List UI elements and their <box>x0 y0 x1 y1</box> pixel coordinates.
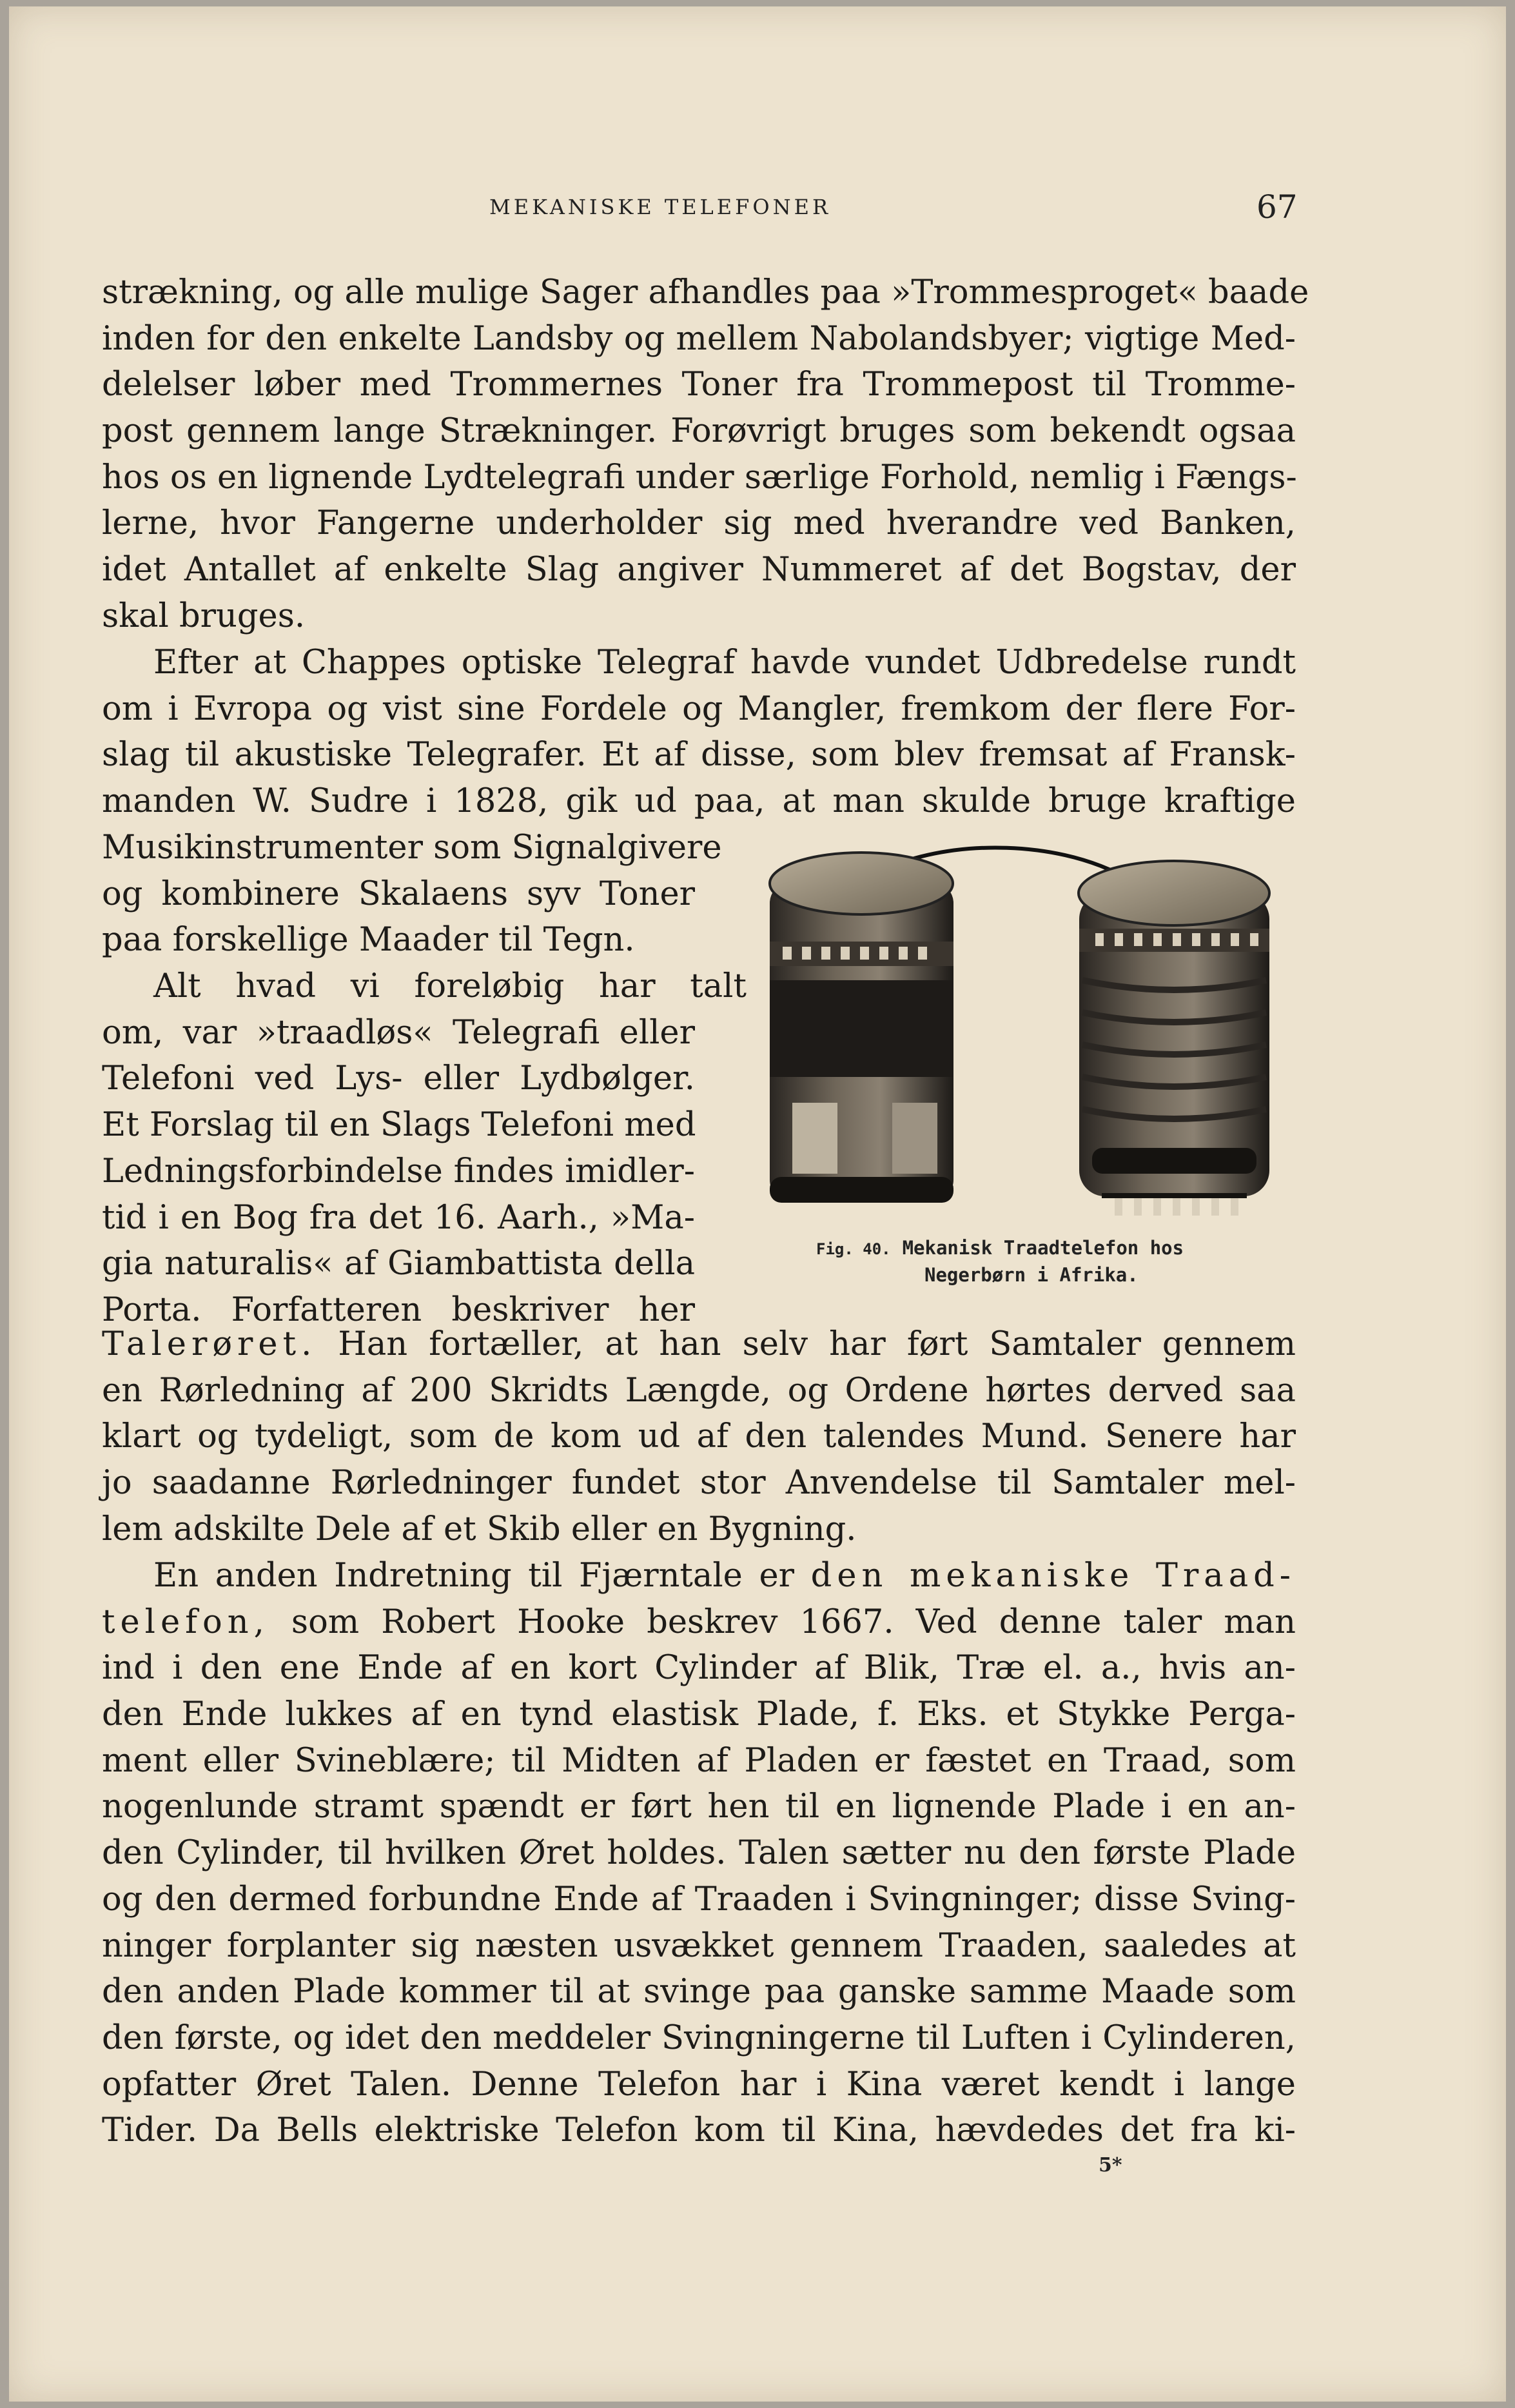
figure-caption-line-1: Mekanisk Traadtelefon hos <box>902 1237 1184 1259</box>
text-line: paa forskellige Maader til Tegn. <box>102 921 635 960</box>
text-line: inden for den enkelte Landsby og mellem Nabolandsbyer; vigtige Med- <box>102 319 1296 358</box>
text-line: den Ende lukkes af en tynd elastisk Plade, f. Eks. et Stykke Perga- <box>102 1695 1296 1734</box>
text-line: om, var »traadløs« Telegrafi eller <box>102 1013 695 1052</box>
emphasized-term: den mekaniske Traad- <box>810 1557 1296 1595</box>
text-line: Efter at Chappes optiske Telegraf havde vundet Udbredelse rundt <box>153 644 1296 682</box>
text-line: Musikinstrumenter som Signalgivere <box>102 829 722 867</box>
figure-caption-line-2: Negerbørn i Afrika. <box>924 1264 1139 1286</box>
text-line: den første, og idet den meddeler Svingningerne til Luften i Cylinderen, <box>102 2018 1296 2057</box>
left-drum <box>770 853 953 1203</box>
text-line: Alt hvad vi foreløbig har talt <box>153 967 747 1006</box>
text-line: en Rørledning af 200 Skridts Længde, og Ordene hørtes derved saa <box>102 1371 1296 1410</box>
text-line: Tider. Da Bells elektriske Telefon kom til Kina, hævdedes det fra ki- <box>102 2111 1296 2150</box>
paragraph-2 <box>102 640 1296 825</box>
text-line: opfatter Øret Talen. Denne Telefon har i Kina været kendt i lange <box>102 2065 1296 2104</box>
text-line: klart og tydeligt, som de kom ud af den talendes Mund. Senere har <box>102 1417 1296 1456</box>
text-line: idet Antallet af enkelte Slag angiver Nummeret af det Bogstav, der <box>102 551 1296 589</box>
right-drum <box>1079 861 1269 1216</box>
text-line: manden W. Sudre i 1828, gik ud paa, at man skulde bruge kraftige <box>102 782 1296 821</box>
text-line: slag til akustiske Telegrafer. Et af disse, som blev fremsat af Fransk- <box>102 736 1296 775</box>
text-fragment: Han fortæller, at han selv har ført Samtaler gennem <box>338 1325 1296 1363</box>
emphasized-term: Talerøret. <box>102 1325 317 1363</box>
figure-drum-telephone <box>744 845 1292 1232</box>
text-line <box>102 1599 1296 1646</box>
text-line: ment eller Svineblære; til Midten af Pladen er fæstet en Traad, som <box>102 1741 1296 1780</box>
text-line: den Cylinder, til hvilken Øret holdes. Talen sætter nu den første Plade <box>102 1834 1296 1873</box>
text-line: om i Evropa og vist sine Fordele og Mangler, fremkom der flere For- <box>102 689 1296 728</box>
paragraph-4 <box>102 1553 1296 2154</box>
text-line <box>102 1553 1296 1599</box>
text-line: Porta. Forfatteren beskriver her <box>102 1290 695 1329</box>
text-line: ninger forplanter sig næsten usvækket gennem Traaden, saaledes at <box>102 1926 1296 1965</box>
text-line: og kombinere Skalaens syv Toner <box>102 874 695 913</box>
text-line: jo saadanne Rørledninger fundet stor Anvendelse til Samtaler mel- <box>102 1464 1296 1503</box>
text-line: lerne, hvor Fangerne underholder sig med hverandre ved Banken, <box>102 504 1296 543</box>
figure-label: Fig. 40. <box>816 1240 891 1258</box>
book-page <box>9 6 1506 2402</box>
text-line: hos os en lignende Lydtelegrafi under særlige Forhold, nemlig i Fængs- <box>102 458 1297 497</box>
text-fragment: som Robert Hooke beskrev 1667. Ved denne taler man <box>291 1603 1296 1641</box>
running-header: MEKANISKE TELEFONER <box>489 195 832 219</box>
text-line: tid i en Bog fra det 16. Aarh., »Ma- <box>102 1198 695 1237</box>
text-line: skal bruges. <box>102 597 306 635</box>
text-fragment: En anden Indretning til Fjærntale er <box>153 1557 795 1595</box>
text-line <box>102 1321 1296 1368</box>
text-line: post gennem lange Strækninger. Forøvrigt bruges som bekendt ogsaa <box>102 412 1296 451</box>
text-line: den anden Plade kommer til at svinge paa ganske samme Maade som <box>102 1973 1296 2011</box>
page-number: 67 <box>1256 188 1298 226</box>
text-line: lem adskilte Dele af et Skib eller en Bygning. <box>102 1510 857 1548</box>
figure-caption <box>816 1235 1306 1288</box>
text-line: gia naturalis« af Giambattista della <box>102 1245 695 1283</box>
emphasized-term: telefon, <box>102 1603 269 1641</box>
text-line: delelser løber med Trommernes Toner fra Trommepost til Tromme- <box>102 366 1296 404</box>
paragraph-3-full <box>102 1321 1296 1552</box>
text-line: Et Forslag til en Slags Telefoni med <box>102 1106 696 1145</box>
text-line: Telefoni ved Lys- eller Lydbølger. <box>102 1060 695 1098</box>
text-line: nogenlunde stramt spændt er ført hen til en lignende Plade i en an- <box>102 1788 1296 1826</box>
text-line: strækning, og alle mulige Sager afhandles paa »Trommesproget« baade <box>102 273 1309 311</box>
signature-mark: 5* <box>1099 2154 1122 2176</box>
text-line: ind i den ene Ende af en kort Cylinder af Blik, Træ el. a., hvis an- <box>102 1649 1296 1688</box>
text-line: Ledningsforbindelse findes imidler- <box>102 1152 695 1190</box>
text-line: og den dermed forbundne Ende af Traaden i Svingninger; disse Sving- <box>102 1880 1296 1919</box>
paragraph-1 <box>102 270 1309 640</box>
